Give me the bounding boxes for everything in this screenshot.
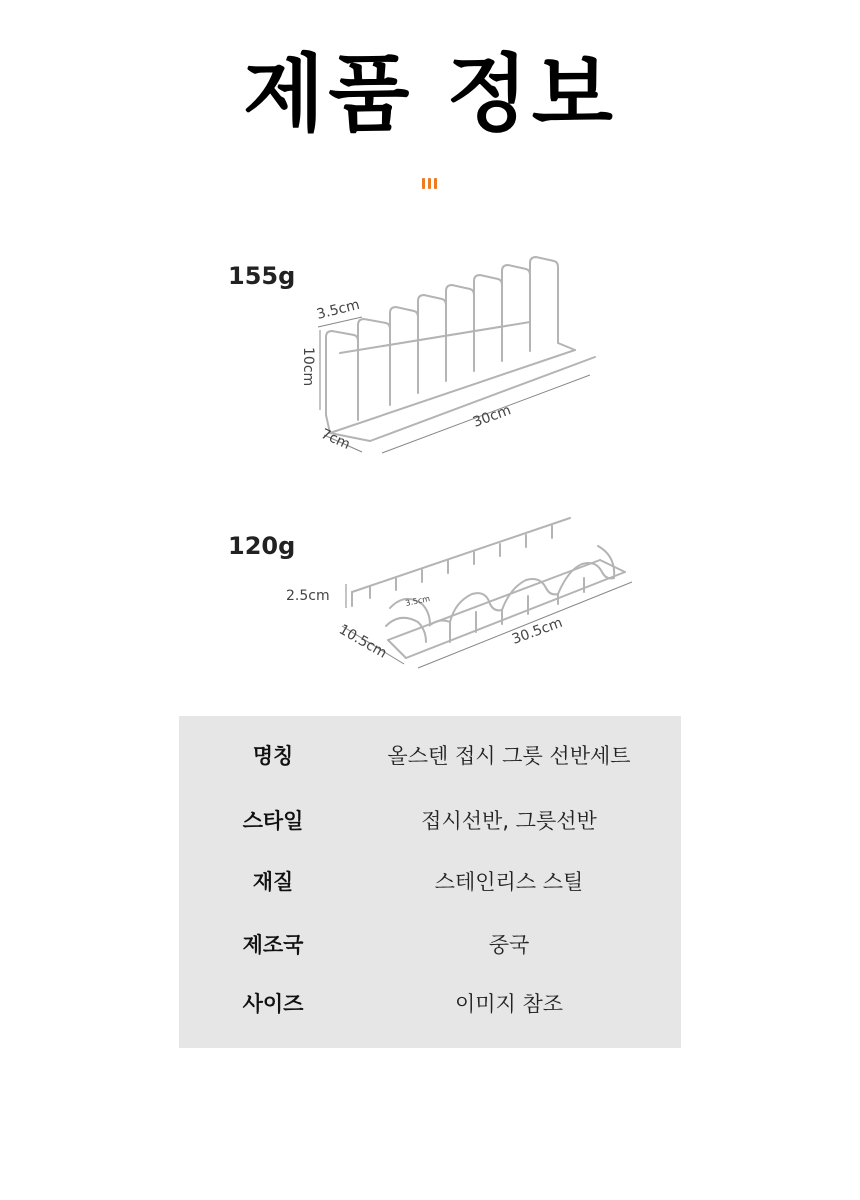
product-1-gap-label: 3.5cm	[315, 296, 362, 323]
spec-label: 스타일	[242, 809, 304, 833]
spec-label: 제조국	[242, 933, 304, 957]
spec-label: 사이즈	[242, 992, 304, 1016]
product-1-weight: 155g	[228, 262, 296, 290]
spec-value: 중국	[488, 933, 530, 957]
spec-row-origin	[179, 925, 681, 965]
spec-label: 재질	[252, 870, 294, 894]
flat-rack-diagram	[280, 500, 650, 690]
product-2-weight: 120g	[228, 532, 296, 560]
spec-row-style	[179, 801, 681, 841]
spec-label: 명칭	[252, 744, 294, 768]
upright-rack-diagram	[290, 245, 610, 475]
spec-row-name	[179, 736, 681, 776]
spec-value: 접시선반, 그릇선반	[421, 809, 597, 833]
product-1-height-label: 10cm	[300, 347, 316, 387]
page-title: 제품 정보	[243, 45, 617, 143]
spec-value: 이미지 참조	[454, 992, 564, 1016]
accent-divider-icon	[420, 178, 440, 190]
product-2-length-label: 30.5cm	[509, 614, 565, 648]
product-2-height-label: 2.5cm	[286, 588, 330, 604]
product-1-depth-label: 7cm	[318, 426, 353, 453]
spec-value: 올스텐 접시 그릇 선반세트	[387, 744, 631, 768]
spec-table	[179, 716, 681, 1048]
product-2-depth-label: 10.5cm	[336, 621, 390, 662]
spec-row-material	[179, 862, 681, 902]
spec-row-size	[179, 984, 681, 1024]
spec-value: 스테인리스 스틸	[434, 870, 584, 894]
product-2-gap-label: 3.5cm	[404, 593, 431, 608]
product-1-length-label: 30cm	[470, 402, 514, 431]
